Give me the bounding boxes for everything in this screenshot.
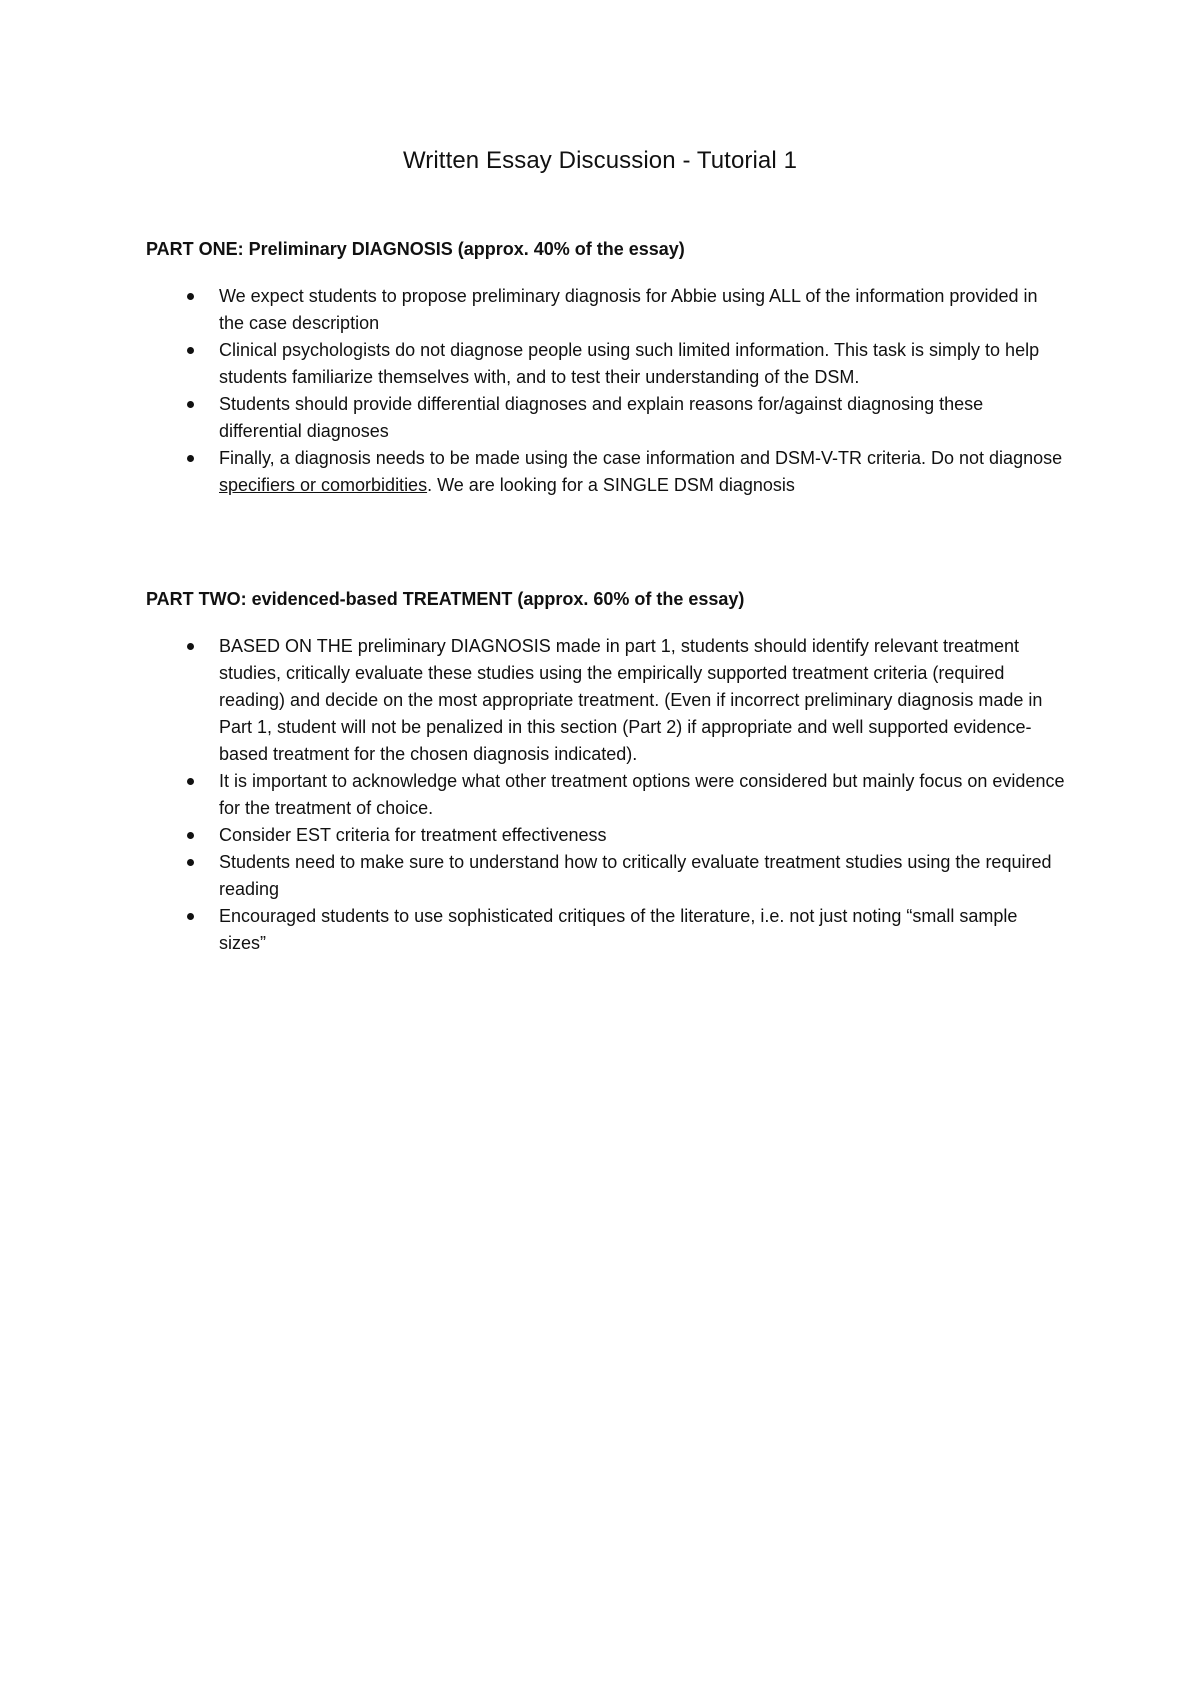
list-item <box>146 633 1066 768</box>
bullet-text: BASED ON THE preliminary DIAGNOSIS made in part 1, students should identify relevant treatment studies, critically evaluate these studies using the empirically supported treatment criteria (required reading) and decide on the most appropriate treatment. (Even if incorrect preliminary diagnosis made in Part 1, student will not be penalized in this section (Part 2) if appropriate and well supported evidence-based treatment for the chosen diagnosis indicated). <box>219 636 1043 764</box>
bullet-icon <box>187 832 194 839</box>
bullet-text-after: . We are looking for a SINGLE DSM diagnosis <box>427 475 795 495</box>
bullet-text: Consider EST criteria for treatment effectiveness <box>219 825 607 845</box>
part-one-section <box>146 237 1066 499</box>
list-item <box>146 822 1066 849</box>
part-two-bullet-list <box>146 633 1066 957</box>
part-one-heading: PART ONE: Preliminary DIAGNOSIS (approx. 40% of the essay) <box>146 239 685 259</box>
bullet-icon <box>187 347 194 354</box>
bullet-text: Encouraged students to use sophisticated critiques of the literature, i.e. not just noting “small sample sizes” <box>219 906 1018 953</box>
list-item <box>146 391 1066 445</box>
bullet-icon <box>187 859 194 866</box>
list-item <box>146 768 1066 822</box>
part-one-bullet-list <box>146 283 1066 499</box>
bullet-text: We expect students to propose preliminary diagnosis for Abbie using ALL of the information provided in the case description <box>219 286 1038 333</box>
bullet-text: Students should provide differential diagnoses and explain reasons for/against diagnosing these differential diagnoses <box>219 394 984 441</box>
bullet-text: Students need to make sure to understand how to critically evaluate treatment studies using the required reading <box>219 852 1052 899</box>
list-item <box>146 337 1066 391</box>
bullet-icon <box>187 455 194 462</box>
bullet-text: Clinical psychologists do not diagnose people using such limited information. This task is simply to help students familiarize themselves with, and to test their understanding of the DSM. <box>219 340 1040 387</box>
part-two-section <box>146 587 1066 957</box>
bullet-icon <box>187 293 194 300</box>
part-two-heading: PART TWO: evidenced-based TREATMENT (approx. 60% of the essay) <box>146 589 745 609</box>
document-title: Written Essay Discussion - Tutorial 1 <box>402 147 798 174</box>
bullet-text-before: Finally, a diagnosis needs to be made using the case information and DSM-V-TR criteria. Do not diagnose <box>219 448 1063 468</box>
bullet-icon <box>187 643 194 650</box>
list-item <box>146 445 1066 499</box>
list-item <box>146 849 1066 903</box>
underlined-phrase: specifiers or comorbidities <box>219 475 428 495</box>
list-item <box>146 903 1066 957</box>
bullet-text: It is important to acknowledge what other treatment options were considered but mainly focus on evidence for the treatment of choice. <box>219 771 1065 818</box>
bullet-icon <box>187 401 194 408</box>
bullet-icon <box>187 913 194 920</box>
list-item <box>146 283 1066 337</box>
bullet-icon <box>187 778 194 785</box>
